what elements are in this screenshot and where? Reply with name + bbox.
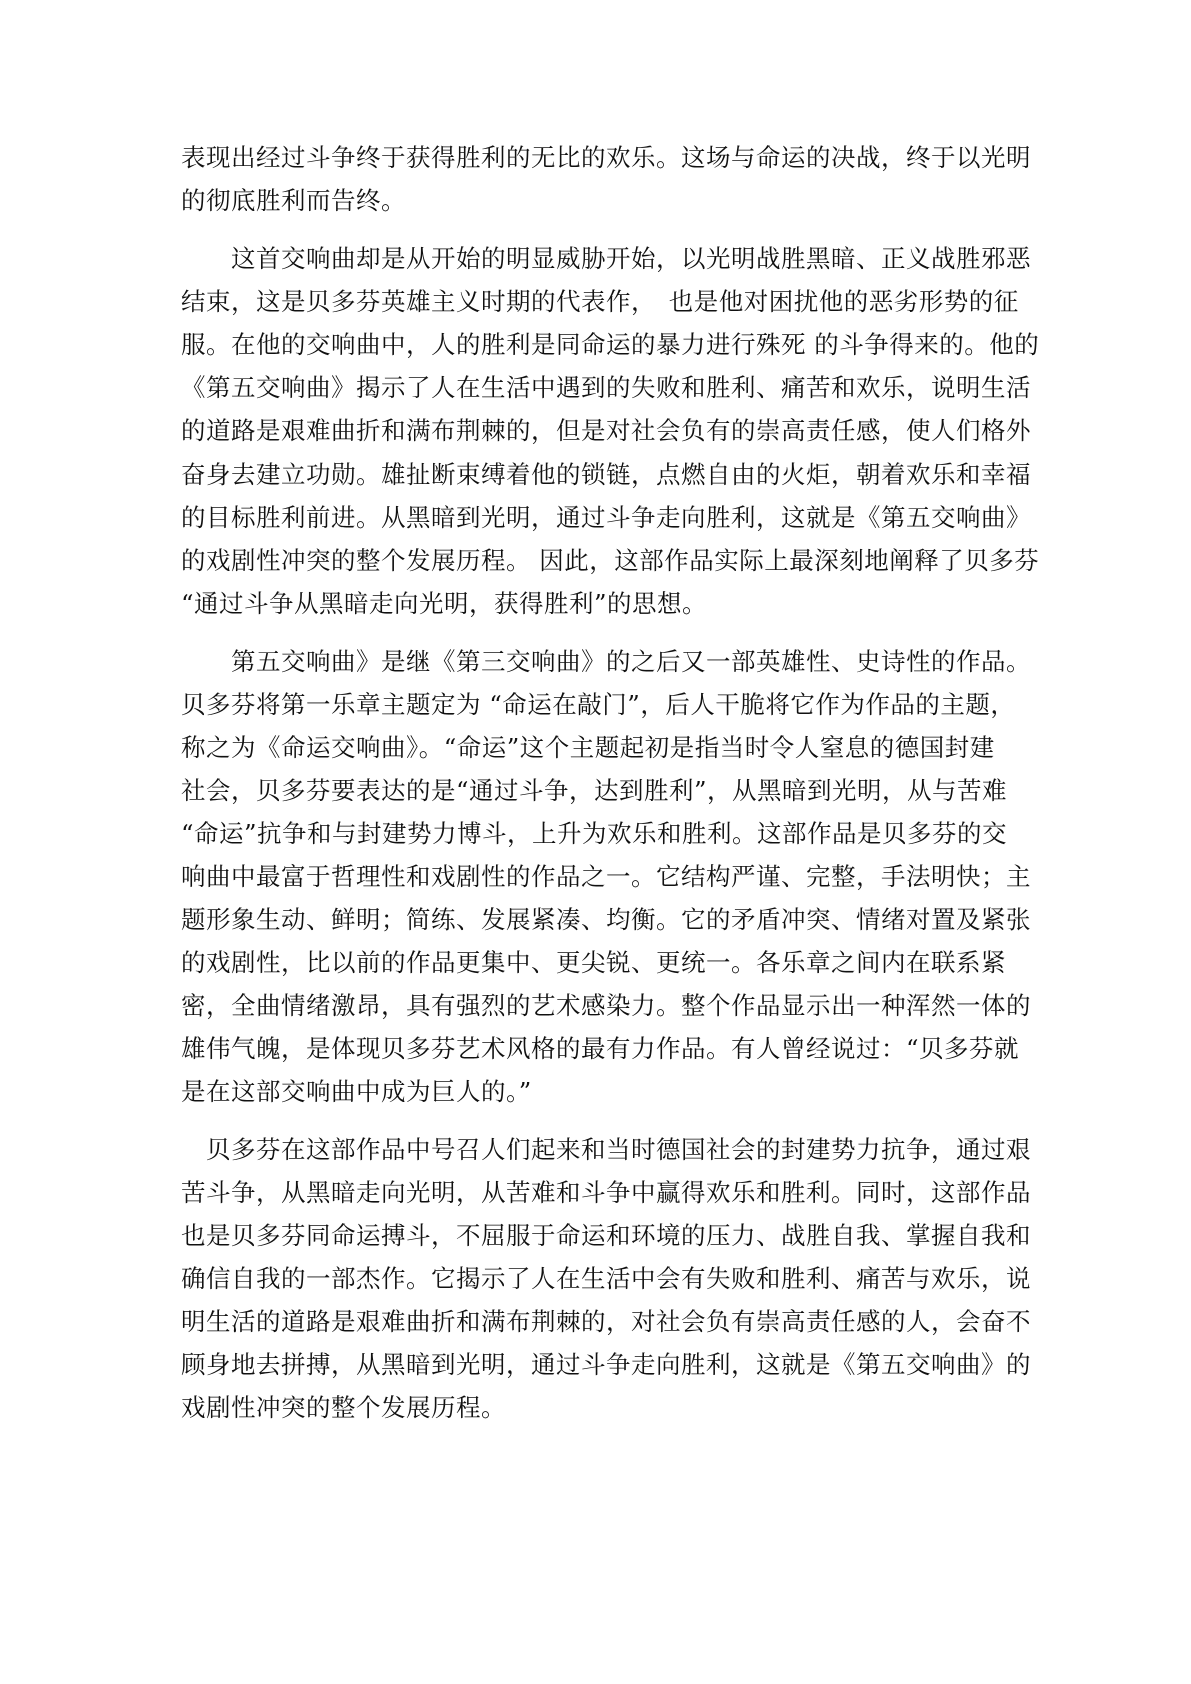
text-line: 这首交响曲却是从开始的明显威胁开始，以光明战胜黑暗、正义战胜邪恶 [181, 244, 1031, 273]
text-line: 的戏剧性，比以前的作品更集中、更尖锐、更统一。各乐章之间内在联系紧 [181, 948, 1006, 977]
text-line: 《第五交响曲》揭示了人在生活中遇到的失败和胜利、痛苦和欢乐，说明生活 [181, 373, 1031, 402]
text-line: 响曲中最富于哲理性和戏剧性的作品之一。它结构严谨、完整，手法明快；主 [181, 862, 1031, 891]
text-line: 雄伟气魄，是体现贝多芬艺术风格的最有力作品。有人曾经说过：“贝多芬就 [181, 1034, 1020, 1063]
text-line: 是在这部交响曲中成为巨人的。” [181, 1077, 532, 1106]
text-line: 也是贝多芬同命运搏斗，不屈服于命运和环境的压力、战胜自我、掌握自我和 [181, 1221, 1031, 1250]
text-line: 的彻底胜利而告终。 [181, 186, 406, 215]
text-line: 明生活的道路是艰难曲折和满布荆棘的，对社会负有崇高责任感的人，会奋不 [181, 1307, 1031, 1336]
text-line: 题形象生动、鲜明；简练、发展紧凑、均衡。它的矛盾冲突、情绪对置及紧张 [181, 905, 1031, 934]
text-line: 的目标胜利前进。从黑暗到光明，通过斗争走向胜利，这就是《第五交响曲》 [181, 503, 1031, 532]
text-line: 表现出经过斗争终于获得胜利的无比的欢乐。这场与命运的决战，终于以光明 [181, 143, 1031, 172]
text-line: 结束，这是贝多芬英雄主义时期的代表作， 也是他对困扰他的恶劣形势的征 [181, 287, 1019, 316]
text-line: 密，全曲情绪激昂，具有强烈的艺术感染力。整个作品显示出一种浑然一体的 [181, 991, 1031, 1020]
text-line: 服。在他的交响曲中，人的胜利是同命运的暴力进行殊死 的斗争得来的。他的 [181, 330, 1040, 359]
text-line: 的戏剧性冲突的整个发展历程。 因此，这部作品实际上最深刻地阐释了贝多芬 [181, 546, 1040, 575]
text-line: 顾身地去拼搏，从黑暗到光明，通过斗争走向胜利，这就是《第五交响曲》的 [181, 1350, 1031, 1379]
text-line: 贝多芬在这部作品中号召人们起来和当时德国社会的封建势力抗争，通过艰 [181, 1135, 1031, 1164]
text-line: 奋身去建立功勋。雄扯断束缚着他的锁链，点燃自由的火炬，朝着欢乐和幸福 [181, 460, 1031, 489]
text-line: 贝多芬将第一乐章主题定为 “命运在敲门”，后人干脆将它作为作品的主题， [181, 690, 1016, 719]
text-line: 社会，贝多芬要表达的是“通过斗争，达到胜利”，从黑暗到光明，从与苦难 [181, 776, 1008, 805]
text-line: “命运”抗争和与封建势力博斗，上升为欢乐和胜利。这部作品是贝多芬的交 [181, 819, 1008, 848]
text-line: “通过斗争从黑暗走向光明，获得胜利”的思想。 [181, 589, 708, 618]
text-line: 第五交响曲》是继《第三交响曲》的之后又一部英雄性、史诗性的作品。 [181, 647, 1031, 676]
text-line: 确信自我的一部杰作。它揭示了人在生活中会有失败和胜利、痛苦与欢乐，说 [181, 1264, 1031, 1293]
text-line: 苦斗争，从黑暗走向光明，从苦难和斗争中赢得欢乐和胜利。同时，这部作品 [181, 1178, 1031, 1207]
text-line: 称之为《命运交响曲》。“命运”这个主题起初是指当时令人窒息的德国封建 [181, 733, 995, 762]
text-line: 的道路是艰难曲折和满布荆棘的，但是对社会负有的崇高责任感，使人们格外 [181, 416, 1031, 445]
text-line: 戏剧性冲突的整个发展历程。 [181, 1393, 506, 1422]
